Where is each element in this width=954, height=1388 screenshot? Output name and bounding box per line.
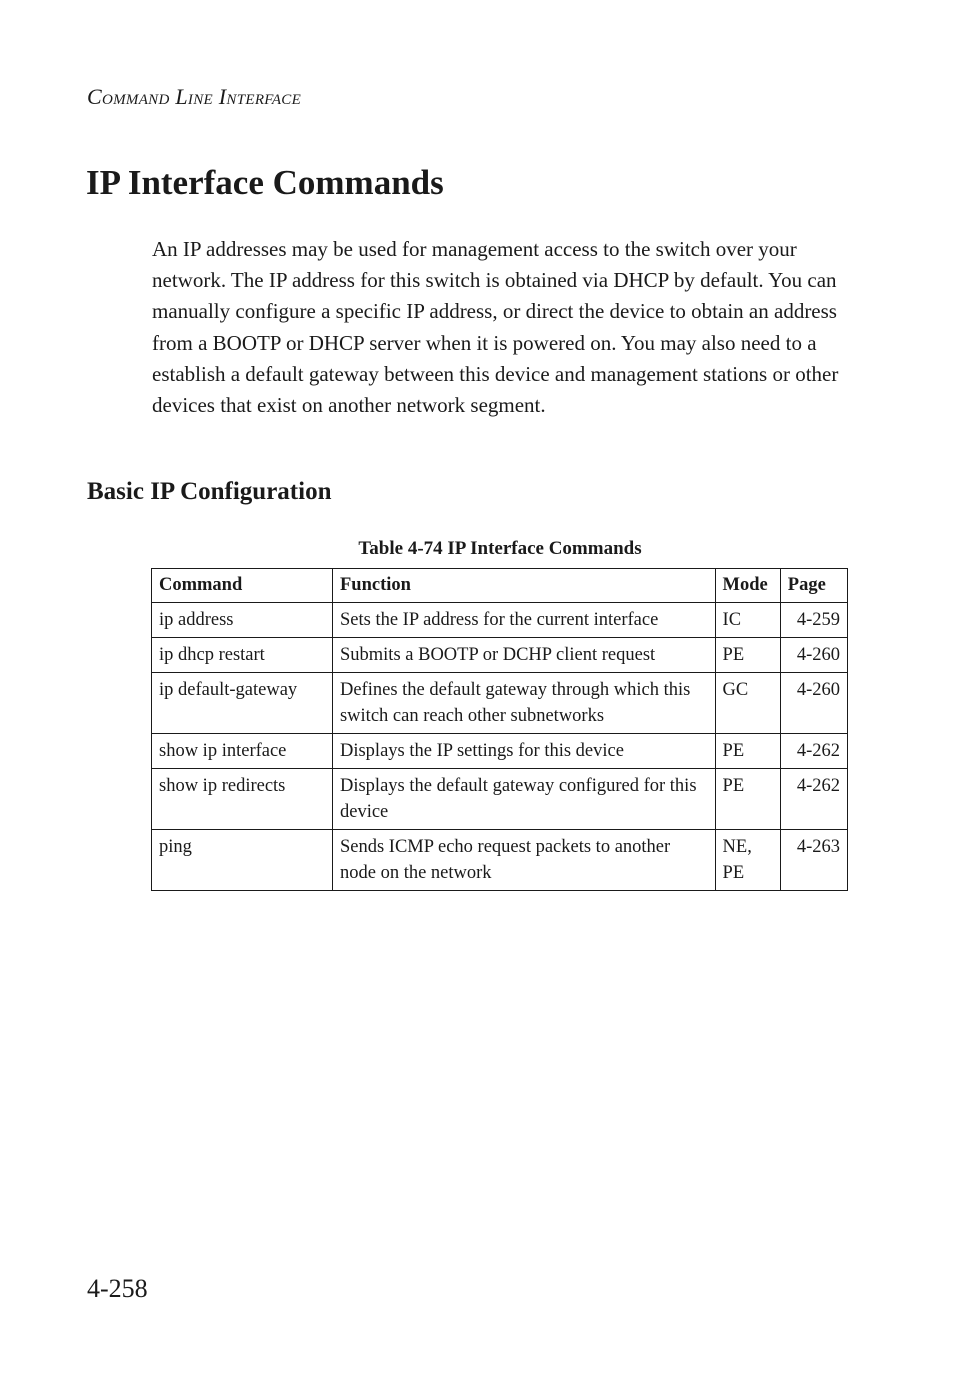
page-title: IP Interface Commands <box>86 163 444 202</box>
cell-command: ping <box>152 830 333 891</box>
cell-mode: GC <box>715 673 780 734</box>
cell-mode: PE <box>715 734 780 769</box>
cell-function: Displays the default gateway configured for this device <box>332 769 715 830</box>
table-row <box>152 638 848 673</box>
running-header: Command Line Interface <box>87 84 302 109</box>
cell-command: ip address <box>152 603 333 638</box>
cell-page: 4-259 <box>780 603 847 638</box>
table-row <box>152 734 848 769</box>
cell-command: ip dhcp restart <box>152 638 333 673</box>
cell-command: show ip interface <box>152 734 333 769</box>
page-number: 4-258 <box>87 1274 148 1303</box>
cell-mode: PE <box>715 638 780 673</box>
table-row <box>152 830 848 891</box>
header-function: Function <box>332 569 715 603</box>
section-title: Basic IP Configuration <box>87 478 332 505</box>
cell-mode: IC <box>715 603 780 638</box>
cell-function: Defines the default gateway through which this switch can reach other subnetworks <box>332 673 715 734</box>
header-page: Page <box>780 569 847 603</box>
header-mode: Mode <box>715 569 780 603</box>
table-caption: Table 4-74 IP Interface Commands <box>358 538 642 559</box>
cell-function: Displays the IP settings for this device <box>332 734 715 769</box>
cell-mode: PE <box>715 769 780 830</box>
table-row <box>152 769 848 830</box>
table-row <box>152 673 848 734</box>
cell-command: show ip redirects <box>152 769 333 830</box>
cell-function: Submits a BOOTP or DCHP client request <box>332 638 715 673</box>
cell-function: Sets the IP address for the current interface <box>332 603 715 638</box>
ip-interface-commands-table <box>151 568 848 891</box>
table-header-row <box>152 569 848 603</box>
cell-function: Sends ICMP echo request packets to another node on the network <box>332 830 715 891</box>
header-command: Command <box>152 569 333 603</box>
table-row <box>152 603 848 638</box>
intro-paragraph: An IP addresses may be used for management access to the switch over your network. The IP address for this switch is obtained via DHCP by default. You can manually configure a specific IP address, or direct the device to obtain an address from a BOOTP or DHCP server when it is powered on. You may also need to a establish a default gateway between this device and management stations or other devices that exist on another network segment. <box>152 237 839 418</box>
cell-command: ip default-gateway <box>152 673 333 734</box>
cell-page: 4-262 <box>780 734 847 769</box>
cell-mode: NE, PE <box>715 830 780 891</box>
cell-page: 4-262 <box>780 769 847 830</box>
cell-page: 4-263 <box>780 830 847 891</box>
cell-page: 4-260 <box>780 638 847 673</box>
cell-page: 4-260 <box>780 673 847 734</box>
